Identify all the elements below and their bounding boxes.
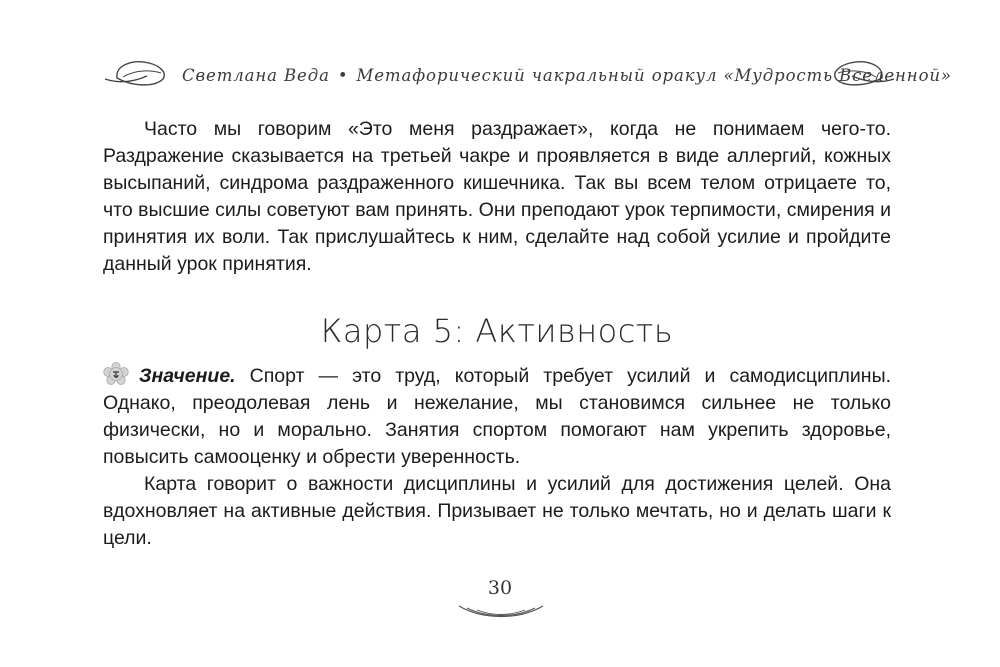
header-title: Метафорический чакральный оракул «Мудрость Вселенной» <box>356 66 952 85</box>
lotus-flower-icon <box>103 362 129 386</box>
running-header <box>0 54 1000 94</box>
paragraph-2: Карта говорит о важности дисциплины и усилий для достижения целей. Она вдохновляет на активные действия. Призывает не только мечтать, но и делать шаги к цели. <box>103 473 891 549</box>
header-author: Светлана Веда <box>182 66 330 85</box>
paragraph-1: Часто мы говорим «Это меня раздражает», когда не понимаем чего-то. Раздражение сказывается на третьей чакре и проявляется в виде аллергий, кожных высыпаний, синдрома раздраженного кишечника. Так вы всем телом отрицаете то, что высшие силы советуют вам принять. Они преподают урок терпимости, смирения и принятия их воли. Так прислушайтесь к ним, сделайте над собой усилие и пройдите данный урок принятия. <box>103 118 891 275</box>
header-separator: • <box>337 66 349 85</box>
section-heading: Карта 5: Активность <box>320 312 674 350</box>
paragraph-1-block <box>103 116 891 278</box>
meaning-paragraph <box>103 362 891 471</box>
leaf-icon <box>830 57 896 91</box>
meaning-text: Спорт — это труд, который требует усилий и самодисциплины. Однако, преодолевая лень и нежелание, мы становимся сильнее не только физически, но и морально. Занятия спортом помогают нам укрепить здоровье, повысить самооценку и обрести уверенность. <box>103 365 891 468</box>
meaning-label: Значение. <box>139 365 236 387</box>
header-text <box>182 66 952 85</box>
leaf-icon <box>103 57 169 91</box>
swash-icon <box>455 600 547 626</box>
page-number: 30 <box>487 577 513 599</box>
card-section <box>103 362 891 552</box>
